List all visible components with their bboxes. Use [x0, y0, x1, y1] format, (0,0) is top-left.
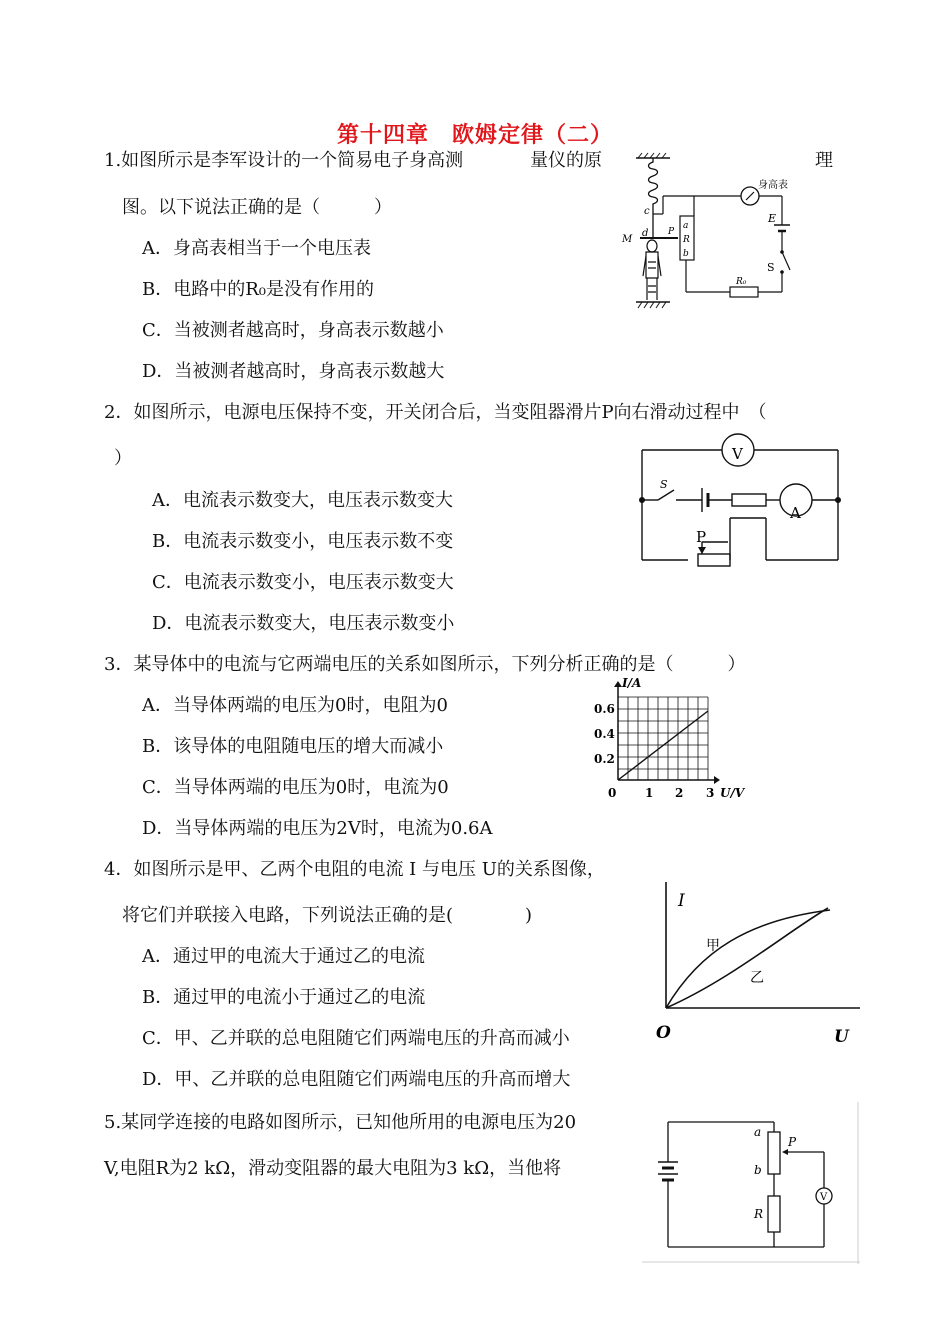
q1-label-b: b: [683, 249, 689, 259]
q4-option-c: C．甲、乙并联的总电阻随它们两端电压的升高而减小: [142, 1028, 570, 1049]
q5-voltmeter-label: V: [820, 1192, 828, 1203]
q1-option-a: A．身高表相当于一个电压表: [142, 238, 371, 259]
q4-option-a: A．通过甲的电流大于通过乙的电流: [142, 946, 425, 967]
q2-option-b: B．电流表示数变小，电压表示数不变: [152, 531, 454, 552]
q5-text-line1: 5.某同学连接的电路如图所示，已知他所用的电源电压为20: [104, 1112, 577, 1133]
q1-text-line2: 图。以下说法正确的是（ ）: [122, 197, 392, 218]
q2-voltmeter-label: V: [732, 445, 743, 463]
q1-text-line1c: 理: [815, 150, 833, 171]
q2-ammeter-label: A: [790, 504, 801, 522]
q3-option-c: C．当导体两端的电压为0时，电流为0: [142, 777, 449, 798]
q5-label-p: P: [788, 1135, 797, 1149]
q5-label-r: R: [754, 1207, 764, 1221]
q4-text-line1: 4．如图所示是甲、乙两个电阻的电流 I 与电压 U的关系图像，: [104, 859, 605, 880]
q1-battery-label: E: [768, 212, 777, 225]
q4-curve-jia-label: 甲: [706, 938, 720, 954]
q5-circuit: [642, 1102, 860, 1264]
q2-switch-label: S: [660, 478, 668, 491]
q1-meter-label: 身高表: [758, 180, 788, 191]
q3-option-b: B．该导体的电阻随电压的增大而减小: [142, 736, 444, 757]
q2-option-c: C．电流表示数变小，电压表示数变大: [152, 572, 454, 593]
q3-ytick-0-2: 0.2: [594, 752, 615, 766]
q4-curve-yi-label: 乙: [750, 970, 764, 986]
q1-label-r: R: [683, 235, 690, 245]
q1-option-d: D．当被测者越高时，身高表示数越大: [142, 361, 445, 382]
q1-switch-label: S: [767, 261, 775, 274]
q2-slider-label: P: [696, 528, 707, 546]
q4-y-axis-label: I: [678, 891, 685, 911]
q1-label-c: c: [644, 206, 650, 217]
q3-xtick-3: 3: [706, 786, 715, 800]
q4-x-axis-label: U: [834, 1027, 849, 1047]
q1-label-m: M: [622, 234, 633, 245]
q1-text-line1b: 量仪的原: [530, 150, 602, 171]
q1-text-line1a: 1.如图所示是李军设计的一个简易电子身高测: [104, 150, 464, 171]
q1-r0-label: R₀: [736, 277, 747, 287]
q3-ytick-0-4: 0.4: [594, 727, 615, 741]
q1-label-d: d: [642, 228, 649, 239]
q3-xtick-2: 2: [675, 786, 684, 800]
q3-iu-graph: [590, 675, 760, 805]
q3-xtick-0: 0: [608, 786, 617, 800]
q4-option-d: D．甲、乙并联的总电阻随它们两端电压的升高而增大: [142, 1069, 571, 1090]
q1-height-meter-circuit: [618, 152, 798, 322]
q4-text-line2: 将它们并联接入电路，下列说法正确的是( ): [122, 905, 533, 926]
q3-option-d: D．当导体两端的电压为2V时，电流为0.6A: [142, 818, 493, 839]
q3-x-axis-label: U/V: [720, 786, 745, 800]
person-figure: [643, 240, 661, 300]
q2-option-d: D．电流表示数变大，电压表示数变小: [152, 613, 455, 634]
q2-option-a: A．电流表示数变大，电压表示数变大: [152, 490, 453, 511]
q5-text-line2: V,电阻R为2 kΩ，滑动变阻器的最大电阻为3 kΩ，当他将: [104, 1158, 562, 1179]
q5-label-b: b: [754, 1163, 762, 1177]
q1-option-c: C．当被测者越高时，身高表示数越小: [142, 320, 444, 341]
q1-label-a: a: [683, 221, 689, 231]
page-title: 第十四章 欧姆定律（二）: [336, 122, 613, 148]
q3-y-axis-label: I/A: [622, 676, 642, 690]
q2-text-line1: 2．如图所示，电源电压保持不变，开关闭合后，当变阻器滑片P向右滑动过程中 （: [104, 402, 767, 423]
q2-text-line2: ）: [114, 448, 132, 469]
q1-option-b: B．电路中的R₀是没有作用的: [142, 279, 374, 300]
q3-text-line1: 3．某导体中的电流与它两端电压的关系如图所示，下列分析正确的是（ ）: [104, 654, 746, 675]
q3-xtick-1: 1: [645, 786, 654, 800]
q1-label-p: P: [668, 227, 675, 237]
q4-origin-label: O: [656, 1023, 671, 1043]
q4-option-b: B．通过甲的电流小于通过乙的电流: [142, 987, 426, 1008]
q4-iu-graph: [650, 880, 860, 1050]
q3-ytick-0-6: 0.6: [594, 702, 615, 716]
q5-label-a: a: [754, 1125, 762, 1139]
q3-option-a: A．当导体两端的电压为0时，电阻为0: [142, 695, 448, 716]
q2-circuit: [640, 438, 845, 563]
